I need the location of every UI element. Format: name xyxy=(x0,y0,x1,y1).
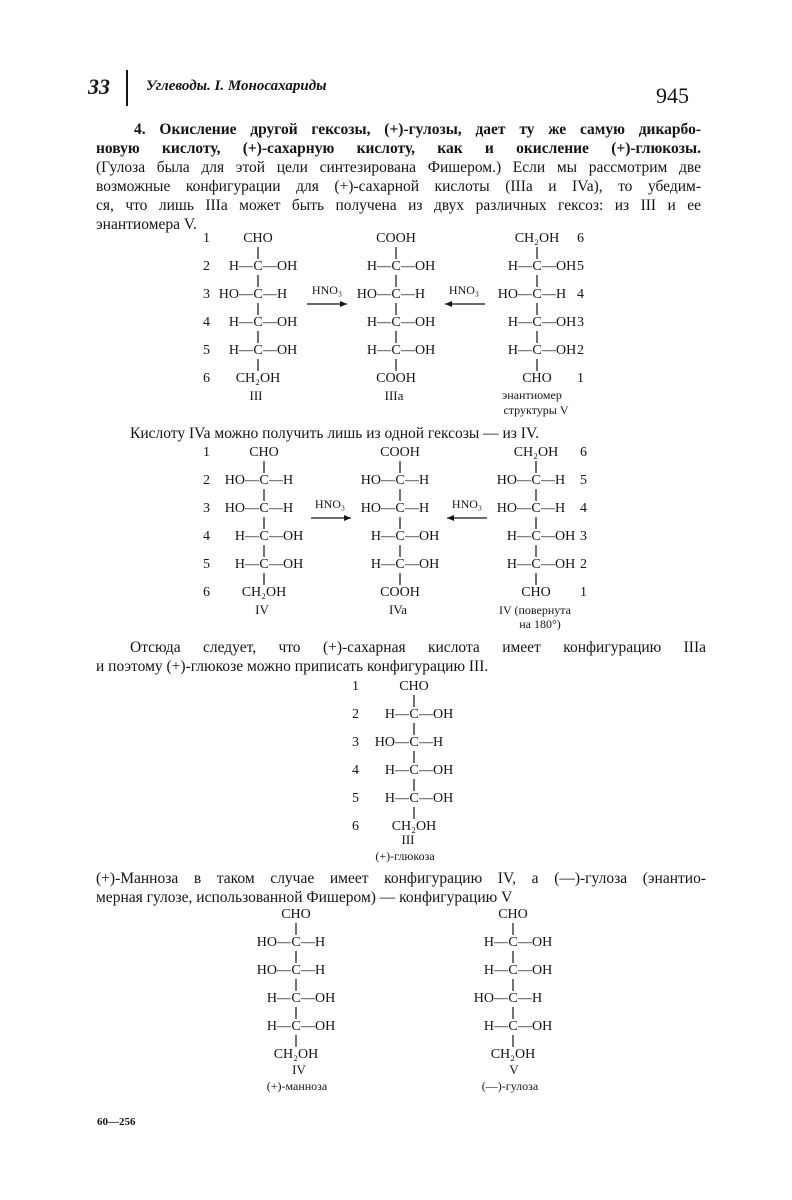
d1-iiia-carbon-2: C xyxy=(391,287,401,302)
d4-gulose-right-substituent-3: —H xyxy=(518,991,543,1006)
d2-right-number-5: 2 xyxy=(580,557,587,572)
d1-iiia-left-substituent-2: HO— xyxy=(356,287,391,302)
d1-right-number-6: 1 xyxy=(577,371,584,386)
d1-reagent-right: HNO₃ xyxy=(448,283,480,297)
d2-row-number-6: 6 xyxy=(203,585,210,600)
d1-row-number-3: 3 xyxy=(203,287,210,302)
d1-enantiomer-left-substituent-3: H— xyxy=(507,315,532,330)
d4-mannose-carbon-1: C xyxy=(291,935,301,950)
d2-reagent-right: HNO₃ xyxy=(451,497,483,511)
d1-iii-bottom-group: CH₂OH xyxy=(235,371,281,386)
d1-label-iiia: IIIa xyxy=(384,388,404,403)
d2-iva-left-substituent-1: HO— xyxy=(360,473,395,488)
d1-arrow-right-head xyxy=(340,301,347,307)
d2-row-number-3: 3 xyxy=(203,501,210,516)
d4-mannose-right-substituent-2: —H xyxy=(301,963,326,978)
section-4-line-5: ся, что лишь IIIa может быть получена из двух различных гексоз: из III и ее xyxy=(96,197,701,214)
d1-enantiomer-top-group: CH₂OH xyxy=(514,231,560,246)
d2-iv-left-substituent-3: H— xyxy=(234,529,259,544)
d3-glucose-right-substituent-3: —OH xyxy=(419,763,454,778)
d1-enantiomer-carbon-4: C xyxy=(532,343,542,358)
d4-caption-mannose: (+)-манноза xyxy=(266,1079,328,1093)
d1-iiia-left-substituent-3: H— xyxy=(366,315,391,330)
d2-iva-left-substituent-4: H— xyxy=(370,557,395,572)
d2-iv-right-substituent-4: —OH xyxy=(269,557,304,572)
d2-iva-carbon-3: C xyxy=(395,529,405,544)
d1-enantiomer-right-substituent-2: —H xyxy=(542,287,567,302)
d1-iiia-right-substituent-2: —H xyxy=(401,287,426,302)
d2-row-number-4: 4 xyxy=(203,529,210,544)
d1-label-iii: III xyxy=(249,388,263,403)
d1-enantiomer-carbon-2: C xyxy=(532,287,542,302)
d1-iii-carbon-3: C xyxy=(253,315,263,330)
d4-gulose-carbon-2: C xyxy=(508,963,518,978)
d3-row-number-1: 1 xyxy=(352,679,359,694)
d1-iiia-left-substituent-1: H— xyxy=(366,259,391,274)
d1-iii-left-substituent-3: H— xyxy=(228,315,253,330)
d1-right-number-5: 2 xyxy=(577,343,584,358)
d2-iv-right-substituent-3: —OH xyxy=(269,529,304,544)
d1-iiia-carbon-1: C xyxy=(391,259,401,274)
d2-rotated-carbon-1: C xyxy=(531,473,541,488)
d2-rotated-bottom-group: CHO xyxy=(521,585,551,600)
d3-glucose-right-substituent-2: —H xyxy=(419,735,444,750)
conclusion-line-2: и поэтому (+)-глюкозе можно приписать конфигурацию III. xyxy=(96,658,489,675)
d2-row-number-1: 1 xyxy=(203,445,210,460)
d2-label-rotated-1: IV (повернута xyxy=(499,603,571,617)
chapter-title: Углеводы. I. Моносахариды xyxy=(146,78,327,94)
d4-gulose-carbon-4: C xyxy=(508,1019,518,1034)
d3-row-number-4: 4 xyxy=(352,763,359,778)
d2-iva-carbon-1: C xyxy=(395,473,405,488)
d1-enantiomer-carbon-3: C xyxy=(532,315,542,330)
section-4-line-6: энантиомера V. xyxy=(96,216,197,233)
d1-iiia-right-substituent-4: —OH xyxy=(401,343,436,358)
d4-gulose-left-substituent-3: HO— xyxy=(473,991,508,1006)
d2-iva-carbon-2: C xyxy=(395,501,405,516)
d2-iv-left-substituent-2: HO— xyxy=(224,501,259,516)
d2-right-number-4: 3 xyxy=(580,529,587,544)
d2-iv-bottom-group: CH₂OH xyxy=(241,585,287,600)
d1-row-number-1: 1 xyxy=(203,231,210,246)
d1-right-number-4: 3 xyxy=(577,315,584,330)
d4-gulose-right-substituent-4: —OH xyxy=(518,1019,553,1034)
d4-mannose-right-substituent-4: —OH xyxy=(301,1019,336,1034)
d2-rotated-left-substituent-4: H— xyxy=(506,557,531,572)
d4-gulose-right-substituent-2: —OH xyxy=(518,963,553,978)
d2-iv-right-substituent-1: —H xyxy=(269,473,294,488)
d2-row-number-5: 5 xyxy=(203,557,210,572)
section-4-line-4: возможные конфигурации для (+)-сахарной кислоты (IIIa и IVa), то убедим- xyxy=(96,178,701,195)
d2-iv-carbon-4: C xyxy=(259,557,269,572)
d1-arrow-left-head xyxy=(445,301,452,307)
d1-label-enantiomer-1: энантиомер xyxy=(502,388,562,402)
d2-rotated-carbon-4: C xyxy=(531,557,541,572)
d2-iva-right-substituent-1: —H xyxy=(405,473,430,488)
mannose-line-2: мерная гулозе, использованной Фишером) — конфигурацию V xyxy=(96,889,513,906)
d3-glucose-left-substituent-1: H— xyxy=(384,707,409,722)
d2-rotated-right-substituent-3: —OH xyxy=(541,529,576,544)
d4-mannose-left-substituent-3: H— xyxy=(266,991,291,1006)
d1-enantiomer-left-substituent-1: H— xyxy=(507,259,532,274)
d1-enantiomer-left-substituent-2: HO— xyxy=(497,287,532,302)
d4-gulose-carbon-3: C xyxy=(508,991,518,1006)
d3-row-number-2: 2 xyxy=(352,707,359,722)
d2-rotated-right-substituent-2: —H xyxy=(541,501,566,516)
d3-glucose-left-substituent-3: H— xyxy=(384,763,409,778)
d1-enantiomer-carbon-1: C xyxy=(532,259,542,274)
d4-gulose-left-substituent-2: H— xyxy=(483,963,508,978)
d2-rotated-top-group: CH₂OH xyxy=(513,445,559,460)
d1-iiia-bottom-group: COOH xyxy=(376,371,416,386)
d1-iii-carbon-2: C xyxy=(253,287,263,302)
page-footer: 60—256 xyxy=(97,1116,136,1128)
d1-row-number-2: 2 xyxy=(203,259,210,274)
d1-iiia-left-substituent-4: H— xyxy=(366,343,391,358)
d1-row-number-4: 4 xyxy=(203,315,210,330)
d1-iii-right-substituent-3: —OH xyxy=(263,315,298,330)
d4-mannose-left-substituent-4: H— xyxy=(266,1019,291,1034)
d2-label-iva: IVa xyxy=(388,602,408,617)
d1-iii-top-group: CHO xyxy=(243,231,273,246)
d4-label-v: V xyxy=(509,1062,519,1077)
d3-row-number-6: 6 xyxy=(352,819,359,834)
d2-iva-top-group: COOH xyxy=(380,445,420,460)
d1-enantiomer-right-substituent-1: —OH xyxy=(542,259,577,274)
d2-iv-carbon-3: C xyxy=(259,529,269,544)
chapter-number: 33 xyxy=(88,74,110,99)
d2-arrow-left-head xyxy=(447,515,454,521)
d3-glucose-right-substituent-4: —OH xyxy=(419,791,454,806)
d4-gulose-bottom-group: CH₂OH xyxy=(490,1047,536,1062)
d4-mannose-carbon-4: C xyxy=(291,1019,301,1034)
mannose-line-1: (+)-Манноза в таком случае имеет конфигурацию IV, а (—)-гулоза (энантио- xyxy=(96,870,706,887)
d3-glucose-left-substituent-4: H— xyxy=(384,791,409,806)
d1-iii-right-substituent-2: —H xyxy=(263,287,288,302)
d2-row-number-2: 2 xyxy=(203,473,210,488)
d3-label-iii: III xyxy=(401,832,415,847)
d2-rotated-left-substituent-3: H— xyxy=(506,529,531,544)
iva-text: Кислоту IVa можно получить лишь из одной гексозы — из IV. xyxy=(130,425,540,442)
d4-caption-gulose: (—)-гулоза xyxy=(481,1079,539,1093)
d4-gulose-carbon-1: C xyxy=(508,935,518,950)
d1-iii-left-substituent-4: H— xyxy=(228,343,253,358)
d1-iii-right-substituent-1: —OH xyxy=(263,259,298,274)
d2-right-number-6: 1 xyxy=(580,585,587,600)
d1-enantiomer-right-substituent-3: —OH xyxy=(542,315,577,330)
d4-gulose-right-substituent-1: —OH xyxy=(518,935,553,950)
d2-iva-carbon-4: C xyxy=(395,557,405,572)
d2-iva-right-substituent-3: —OH xyxy=(405,529,440,544)
d2-right-number-1: 6 xyxy=(580,445,587,460)
d1-reagent-left: HNO₃ xyxy=(311,283,343,297)
d4-mannose-left-substituent-2: HO— xyxy=(256,963,291,978)
d2-iv-top-group: CHO xyxy=(249,445,279,460)
d2-iva-right-substituent-4: —OH xyxy=(405,557,440,572)
d4-mannose-bottom-group: CH₂OH xyxy=(273,1047,319,1062)
d1-right-number-3: 4 xyxy=(577,287,584,302)
d1-iii-left-substituent-2: HO— xyxy=(218,287,253,302)
d4-gulose-top-group: CHO xyxy=(498,907,528,922)
d1-iii-right-substituent-4: —OH xyxy=(263,343,298,358)
d4-mannose-right-substituent-1: —H xyxy=(301,935,326,950)
d1-enantiomer-bottom-group: CHO xyxy=(522,371,552,386)
d1-row-number-6: 6 xyxy=(203,371,210,386)
d2-label-iv: IV xyxy=(255,602,269,617)
d1-iiia-top-group: COOH xyxy=(376,231,416,246)
d2-right-number-2: 5 xyxy=(580,473,587,488)
d2-rotated-carbon-3: C xyxy=(531,529,541,544)
d2-rotated-carbon-2: C xyxy=(531,501,541,516)
d3-glucose-carbon-2: C xyxy=(409,735,419,750)
d2-iv-carbon-2: C xyxy=(259,501,269,516)
d2-label-rotated-2: на 180°) xyxy=(519,617,561,631)
section-4-line-2: новую кислоту, (+)-сахарную кислоту, как и окисление (+)-глюкозы. xyxy=(96,140,701,157)
d1-row-number-5: 5 xyxy=(203,343,210,358)
d3-glucose-right-substituent-1: —OH xyxy=(419,707,454,722)
d4-mannose-top-group: CHO xyxy=(281,907,311,922)
d3-glucose-left-substituent-2: HO— xyxy=(374,735,409,750)
d3-caption-glucose: (+)-глюкоза xyxy=(375,849,435,863)
d2-iva-left-substituent-2: HO— xyxy=(360,501,395,516)
d2-iv-left-substituent-1: HO— xyxy=(224,473,259,488)
d1-right-number-1: 6 xyxy=(577,231,584,246)
d1-iiia-right-substituent-3: —OH xyxy=(401,315,436,330)
d2-rotated-left-substituent-2: HO— xyxy=(496,501,531,516)
d1-iiia-carbon-3: C xyxy=(391,315,401,330)
d1-enantiomer-right-substituent-4: —OH xyxy=(542,343,577,358)
d3-glucose-carbon-4: C xyxy=(409,791,419,806)
d2-iv-carbon-1: C xyxy=(259,473,269,488)
d2-iv-right-substituent-2: —H xyxy=(269,501,294,516)
d1-label-enantiomer-2: структуры V xyxy=(503,403,569,417)
d1-iii-left-substituent-1: H— xyxy=(228,259,253,274)
d1-right-number-2: 5 xyxy=(577,259,584,274)
section-4-line-3: (Гулоза была для этой цели синтезирована Фишером.) Если мы рассмотрим две xyxy=(96,159,701,176)
d3-row-number-3: 3 xyxy=(352,735,359,750)
section-4-line-1: 4. Окисление другой гексозы, (+)-гулозы, дает ту же самую дикарбо- xyxy=(134,121,701,138)
d4-mannose-left-substituent-1: HO— xyxy=(256,935,291,950)
d1-enantiomer-left-substituent-4: H— xyxy=(507,343,532,358)
d3-glucose-carbon-3: C xyxy=(409,763,419,778)
d2-right-number-3: 4 xyxy=(580,501,587,516)
d2-iv-left-substituent-4: H— xyxy=(234,557,259,572)
d2-rotated-right-substituent-1: —H xyxy=(541,473,566,488)
d4-gulose-left-substituent-1: H— xyxy=(483,935,508,950)
page-number: 945 xyxy=(656,83,689,108)
d2-iva-right-substituent-2: —H xyxy=(405,501,430,516)
d2-iva-bottom-group: COOH xyxy=(380,585,420,600)
d4-mannose-right-substituent-3: —OH xyxy=(301,991,336,1006)
d4-mannose-carbon-2: C xyxy=(291,963,301,978)
d2-rotated-right-substituent-4: —OH xyxy=(541,557,576,572)
d1-iii-carbon-4: C xyxy=(253,343,263,358)
d2-rotated-left-substituent-1: HO— xyxy=(496,473,531,488)
d4-label-iv: IV xyxy=(292,1062,306,1077)
d4-mannose-carbon-3: C xyxy=(291,991,301,1006)
d3-row-number-5: 5 xyxy=(352,791,359,806)
d4-gulose-left-substituent-4: H— xyxy=(483,1019,508,1034)
d3-glucose-top-group: CHO xyxy=(399,679,429,694)
d2-reagent-left: HNO₃ xyxy=(314,497,346,511)
d2-arrow-right-head xyxy=(344,515,351,521)
conclusion-line-1: Отсюда следует, что (+)-сахарная кислота имеет конфигурацию IIIa xyxy=(130,639,706,656)
d1-iiia-right-substituent-1: —OH xyxy=(401,259,436,274)
d1-iii-carbon-1: C xyxy=(253,259,263,274)
d2-iva-left-substituent-3: H— xyxy=(370,529,395,544)
d3-glucose-bottom-group: CH₂OH xyxy=(391,819,437,834)
d3-glucose-carbon-1: C xyxy=(409,707,419,722)
d1-iiia-carbon-4: C xyxy=(391,343,401,358)
